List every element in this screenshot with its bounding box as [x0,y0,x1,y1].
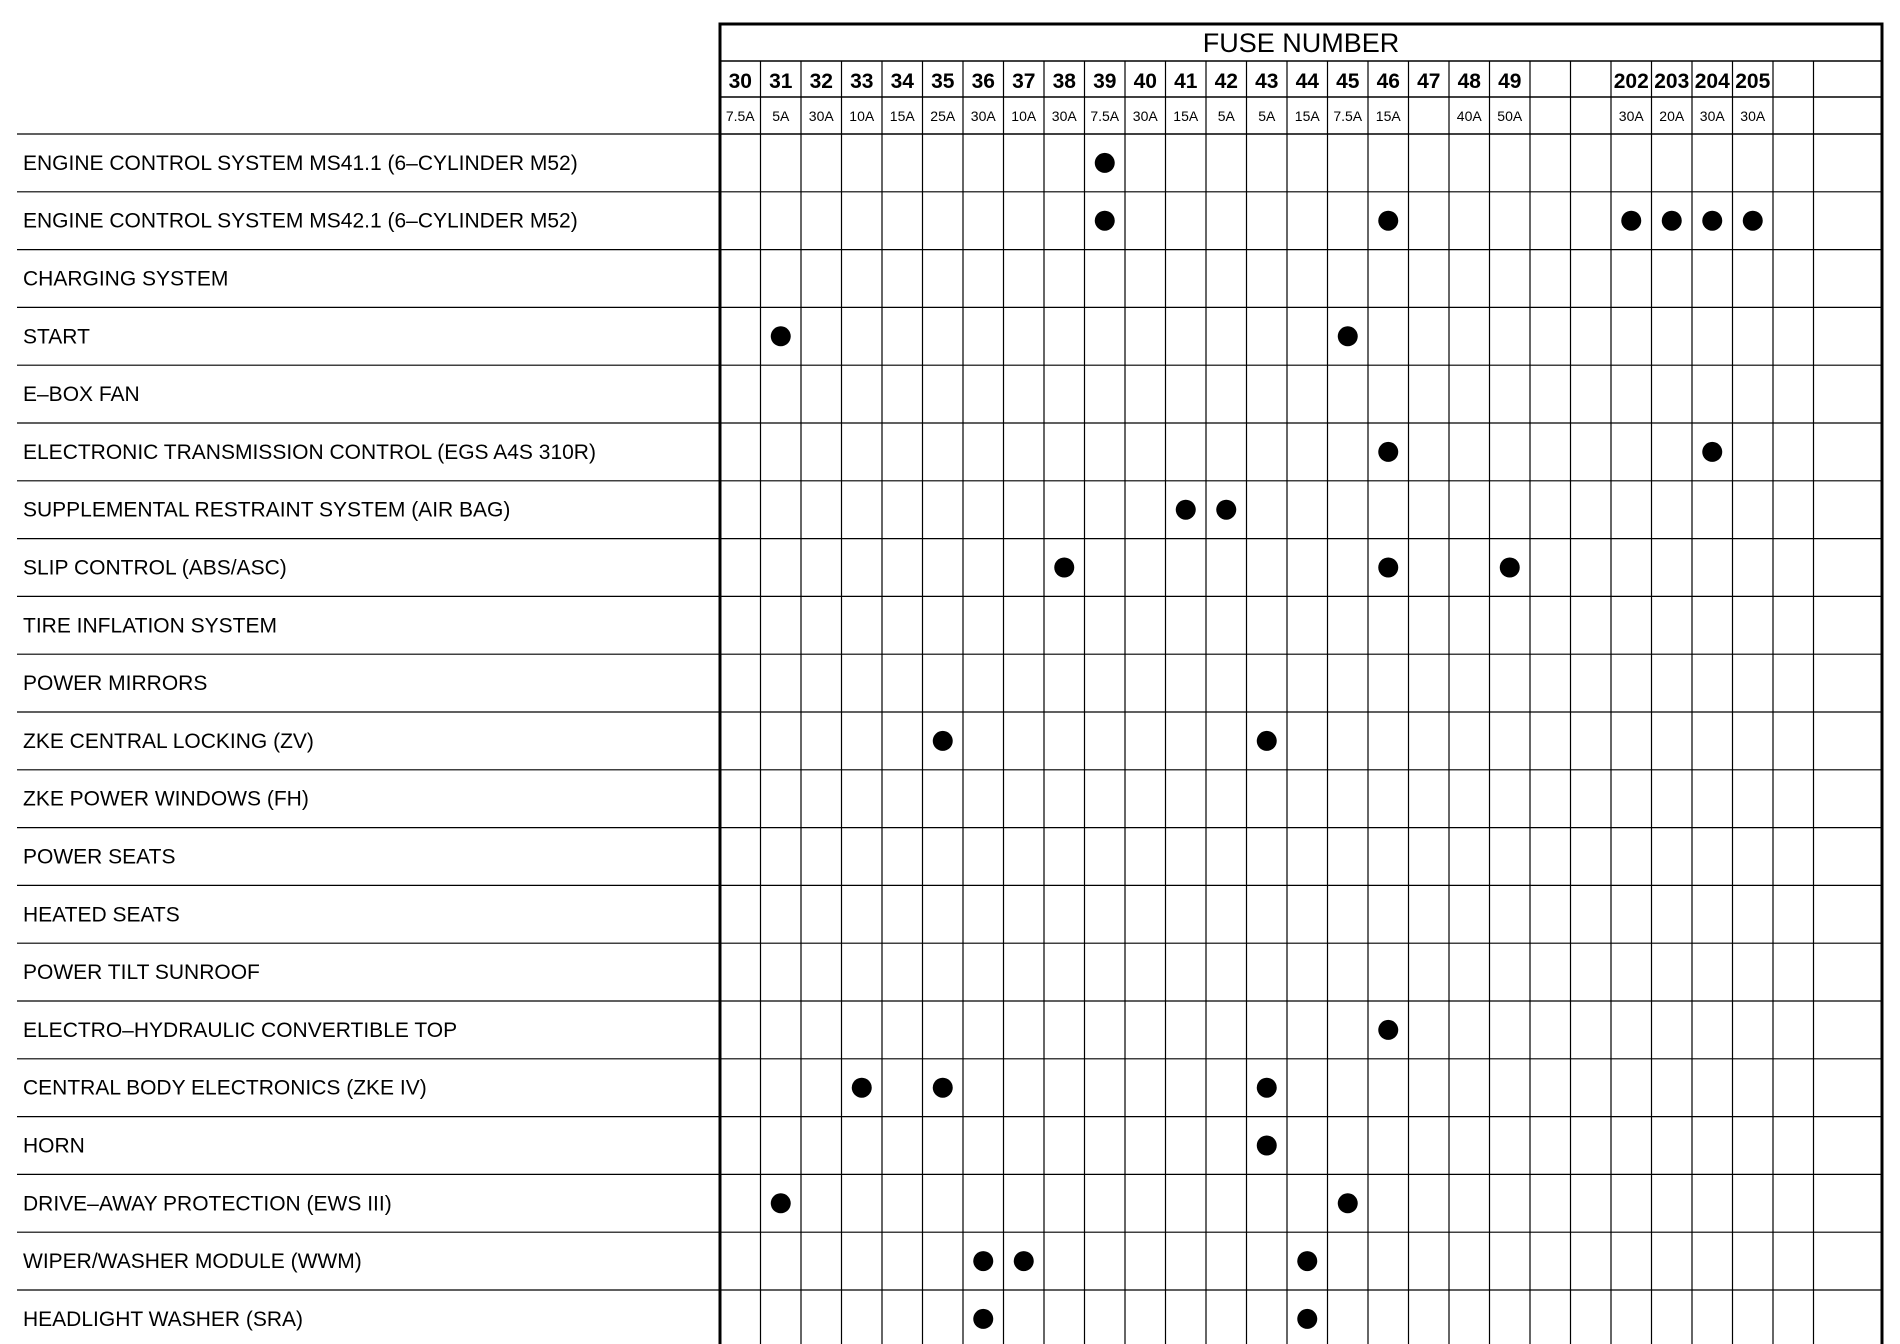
system-label: ENGINE CONTROL SYSTEM MS42.1 (6–CYLINDER M52) [23,209,578,233]
fuse-markers [771,153,1763,1329]
fuse-rating-39: 7.5A [1090,108,1120,124]
fuse-number-35: 35 [931,70,955,93]
system-label: CENTRAL BODY ELECTRONICS (ZKE IV) [23,1076,427,1100]
fuse-marker-43 [1257,1078,1277,1098]
system-label: DRIVE–AWAY PROTECTION (EWS III) [23,1192,392,1216]
fuse-rating-30: 7.5A [725,108,755,124]
fuse-marker-39 [1095,211,1115,231]
fuse-rating-31: 5A [772,108,790,124]
fuse-number-36: 36 [971,70,995,93]
system-label: HEATED SEATS [23,903,180,927]
system-label: SUPPLEMENTAL RESTRAINT SYSTEM (AIR BAG) [23,498,511,522]
fuse-marker-35 [933,731,953,751]
fuse-marker-42 [1216,500,1236,520]
fuse-rating-202: 30A [1618,108,1644,124]
fuse-marker-204 [1702,211,1722,231]
fuse-number-203: 203 [1654,70,1690,93]
fuse-number-45: 45 [1336,70,1360,93]
fuse-number-30: 30 [728,70,752,93]
fuse-number-37: 37 [1012,70,1036,93]
fuse-number-205: 205 [1735,70,1771,93]
fuse-rating-38: 30A [1051,108,1077,124]
fuse-number-38: 38 [1052,70,1076,93]
system-label: POWER MIRRORS [23,672,208,696]
fuse-rating-45: 7.5A [1333,108,1363,124]
fuse-number-title: FUSE NUMBER [1202,28,1400,58]
system-label: WIPER/WASHER MODULE (WWM) [23,1250,362,1274]
system-label: POWER SEATS [23,845,176,869]
fuse-rating-48: 40A [1456,108,1482,124]
fuse-number-204: 204 [1694,70,1730,93]
fuse-rating-46: 15A [1375,108,1401,124]
fuse-number-46: 46 [1376,70,1400,93]
system-label: HEADLIGHT WASHER (SRA) [23,1307,304,1331]
fuse-rating-33: 10A [849,108,875,124]
fuse-number-39: 39 [1093,70,1117,93]
fuse-marker-38 [1054,558,1074,578]
fuse-marker-44 [1297,1251,1317,1271]
fuse-marker-46 [1378,211,1398,231]
fuse-marker-41 [1176,500,1196,520]
system-label: E–BOX FAN [23,383,140,407]
fuse-marker-45 [1338,1193,1358,1213]
system-label: TIRE INFLATION SYSTEM [23,614,277,638]
fuse-rating-42: 5A [1217,108,1235,124]
system-label: CHARGING SYSTEM [23,267,229,291]
fuse-number-32: 32 [809,70,833,93]
system-label: ENGINE CONTROL SYSTEM MS41.1 (6–CYLINDER M52) [23,151,578,175]
fuse-marker-45 [1338,326,1358,346]
fuse-number-34: 34 [890,70,914,93]
fuse-rating-32: 30A [808,108,834,124]
fuse-number-42: 42 [1214,70,1238,93]
fuse-rating-35: 25A [930,108,956,124]
fuse-number-49: 49 [1498,70,1522,93]
fuse-number-31: 31 [769,70,793,93]
system-labels [23,152,596,1331]
fuse-number-43: 43 [1255,70,1279,93]
fuse-rating-203: 20A [1659,108,1685,124]
fuse-number-33: 33 [850,70,874,93]
fuse-marker-37 [1014,1251,1034,1271]
fuse-number-48: 48 [1457,70,1481,93]
fuse-rating-44: 15A [1294,108,1320,124]
fuse-rating-43: 5A [1258,108,1276,124]
fuse-rating-41: 15A [1173,108,1199,124]
fuse-marker-46 [1378,1020,1398,1040]
fuse-rating-205: 30A [1740,108,1766,124]
fuse-number-40: 40 [1133,70,1157,93]
fuse-marker-44 [1297,1309,1317,1329]
fuse-rating-40: 30A [1132,108,1158,124]
system-label: ELECTRO–HYDRAULIC CONVERTIBLE TOP [23,1018,458,1042]
fuse-rating-36: 30A [970,108,996,124]
fuse-rating-34: 15A [889,108,915,124]
fuse-marker-36 [973,1251,993,1271]
fuse-marker-31 [771,326,791,346]
fuse-marker-46 [1378,558,1398,578]
fuse-number-47: 47 [1417,70,1441,93]
fuse-number-202: 202 [1613,70,1649,93]
system-label: HORN [23,1134,85,1158]
fuse-marker-49 [1500,558,1520,578]
fuse-marker-46 [1378,442,1398,462]
system-label: SLIP CONTROL (ABS/ASC) [23,556,287,580]
fuse-rating-49: 50A [1497,108,1523,124]
fuse-marker-39 [1095,153,1115,173]
system-label: ELECTRONIC TRANSMISSION CONTROL (EGS A4S 310R) [23,440,596,464]
fuse-marker-203 [1662,211,1682,231]
fuse-rating-204: 30A [1699,108,1725,124]
fuse-marker-204 [1702,442,1722,462]
system-label: ZKE CENTRAL LOCKING (ZV) [23,729,314,753]
fuse-number-44: 44 [1295,70,1319,93]
fuse-marker-31 [771,1193,791,1213]
fuse-marker-36 [973,1309,993,1329]
fuse-marker-43 [1257,731,1277,751]
system-label: ZKE POWER WINDOWS (FH) [23,787,309,811]
fuse-rating-37: 10A [1011,108,1037,124]
fuse-marker-43 [1257,1136,1277,1156]
fuse-marker-202 [1621,211,1641,231]
system-label: POWER TILT SUNROOF [23,961,260,985]
fuse-marker-35 [933,1078,953,1098]
fuse-number-41: 41 [1174,70,1198,93]
fuse-marker-33 [852,1078,872,1098]
fuse-marker-205 [1743,211,1763,231]
system-label: START [23,325,90,349]
